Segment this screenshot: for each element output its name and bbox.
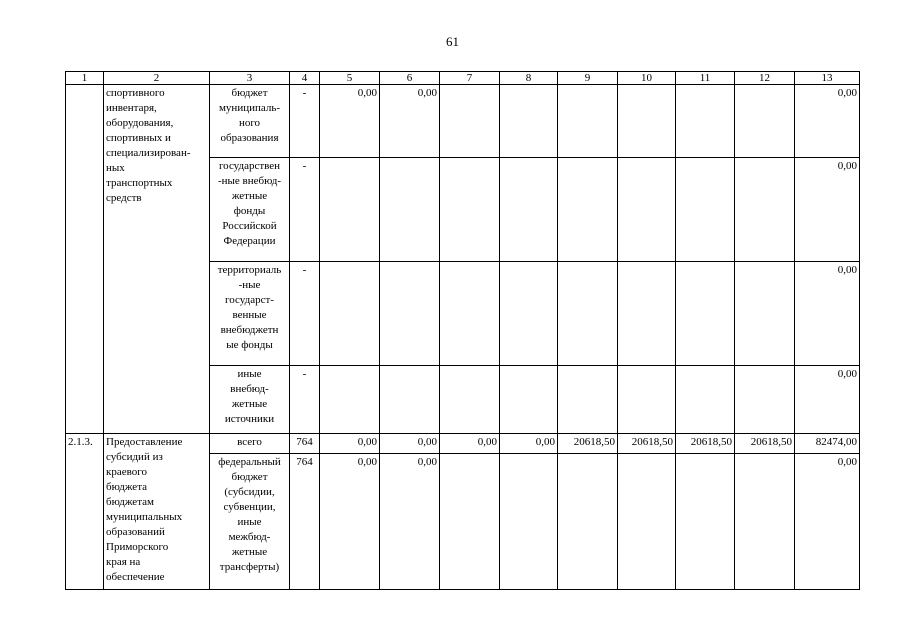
cell-col4: - bbox=[290, 366, 320, 434]
cell-col8 bbox=[500, 158, 558, 262]
cell-col12 bbox=[735, 454, 795, 590]
cell-col7 bbox=[440, 366, 500, 434]
header-cell: 10 bbox=[618, 72, 676, 85]
cell-col13: 82474,00 bbox=[795, 434, 860, 454]
code-cell bbox=[66, 85, 104, 434]
cell-col13: 0,00 bbox=[795, 158, 860, 262]
cell-col10 bbox=[618, 158, 676, 262]
funding-source: федеральный бюджет (субсидии, субвенции, иные межбюд- жетные трансферты) bbox=[210, 454, 290, 590]
cell-col12 bbox=[735, 366, 795, 434]
cell-col13: 0,00 bbox=[795, 85, 860, 158]
header-cell: 11 bbox=[676, 72, 735, 85]
cell-col9: 20618,50 bbox=[558, 434, 618, 454]
cell-col8 bbox=[500, 454, 558, 590]
cell-col7 bbox=[440, 262, 500, 366]
header-cell: 3 bbox=[210, 72, 290, 85]
header-cell: 7 bbox=[440, 72, 500, 85]
cell-col7 bbox=[440, 85, 500, 158]
cell-col9 bbox=[558, 366, 618, 434]
cell-col9 bbox=[558, 85, 618, 158]
cell-col5: 0,00 bbox=[320, 454, 380, 590]
item-name: Предоставление субсидий из краевого бюджета бюджетам муниципальных образований Приморского края на обеспечение bbox=[104, 434, 210, 590]
cell-col8: 0,00 bbox=[500, 434, 558, 454]
header-cell: 4 bbox=[290, 72, 320, 85]
cell-col10 bbox=[618, 366, 676, 434]
cell-col9 bbox=[558, 454, 618, 590]
cell-col7 bbox=[440, 454, 500, 590]
cell-col11 bbox=[676, 262, 735, 366]
cell-col6 bbox=[380, 366, 440, 434]
cell-col6: 0,00 bbox=[380, 454, 440, 590]
funding-source: бюджет муниципаль- ного образования bbox=[210, 85, 290, 158]
budget-table bbox=[65, 71, 860, 590]
cell-col11 bbox=[676, 454, 735, 590]
cell-col13: 0,00 bbox=[795, 454, 860, 590]
cell-col5 bbox=[320, 158, 380, 262]
cell-col7 bbox=[440, 158, 500, 262]
cell-col4: 764 bbox=[290, 434, 320, 454]
cell-col13: 0,00 bbox=[795, 262, 860, 366]
cell-col10 bbox=[618, 262, 676, 366]
cell-col6 bbox=[380, 158, 440, 262]
cell-col8 bbox=[500, 85, 558, 158]
table-row bbox=[66, 85, 860, 158]
cell-col11 bbox=[676, 85, 735, 158]
header-cell: 1 bbox=[66, 72, 104, 85]
cell-col12 bbox=[735, 262, 795, 366]
cell-col7: 0,00 bbox=[440, 434, 500, 454]
cell-col9 bbox=[558, 262, 618, 366]
header-cell: 12 bbox=[735, 72, 795, 85]
header-cell: 8 bbox=[500, 72, 558, 85]
cell-col4: - bbox=[290, 85, 320, 158]
cell-col12: 20618,50 bbox=[735, 434, 795, 454]
cell-col5: 0,00 bbox=[320, 85, 380, 158]
item-name: спортивного инвентаря, оборудования, спортивных и специализирован- ных транспортных средств bbox=[104, 85, 210, 434]
header-cell: 2 bbox=[104, 72, 210, 85]
cell-col5: 0,00 bbox=[320, 434, 380, 454]
cell-col8 bbox=[500, 262, 558, 366]
funding-source: территориаль -ные государст- венные внебюджетн ые фонды bbox=[210, 262, 290, 366]
cell-col13: 0,00 bbox=[795, 366, 860, 434]
funding-source: всего bbox=[210, 434, 290, 454]
header-cell: 13 bbox=[795, 72, 860, 85]
cell-col4: 764 bbox=[290, 454, 320, 590]
header-cell: 9 bbox=[558, 72, 618, 85]
cell-col10 bbox=[618, 454, 676, 590]
funding-source: иные внебюд- жетные источники bbox=[210, 366, 290, 434]
cell-col9 bbox=[558, 158, 618, 262]
cell-col10 bbox=[618, 85, 676, 158]
cell-col10: 20618,50 bbox=[618, 434, 676, 454]
cell-col4: - bbox=[290, 262, 320, 366]
header-cell: 6 bbox=[380, 72, 440, 85]
cell-col12 bbox=[735, 85, 795, 158]
cell-col11 bbox=[676, 366, 735, 434]
cell-col11 bbox=[676, 158, 735, 262]
header-cell: 5 bbox=[320, 72, 380, 85]
header-row bbox=[66, 72, 860, 85]
funding-source: государствен -ные внебюд- жетные фонды Российской Федерации bbox=[210, 158, 290, 262]
cell-col5 bbox=[320, 366, 380, 434]
code-cell: 2.1.3. bbox=[66, 434, 104, 590]
cell-col6: 0,00 bbox=[380, 434, 440, 454]
cell-col6: 0,00 bbox=[380, 85, 440, 158]
cell-col6 bbox=[380, 262, 440, 366]
cell-col12 bbox=[735, 158, 795, 262]
cell-col4: - bbox=[290, 158, 320, 262]
cell-col11: 20618,50 bbox=[676, 434, 735, 454]
page-number: 61 bbox=[446, 34, 459, 49]
table-row bbox=[66, 434, 860, 454]
cell-col5 bbox=[320, 262, 380, 366]
cell-col8 bbox=[500, 366, 558, 434]
